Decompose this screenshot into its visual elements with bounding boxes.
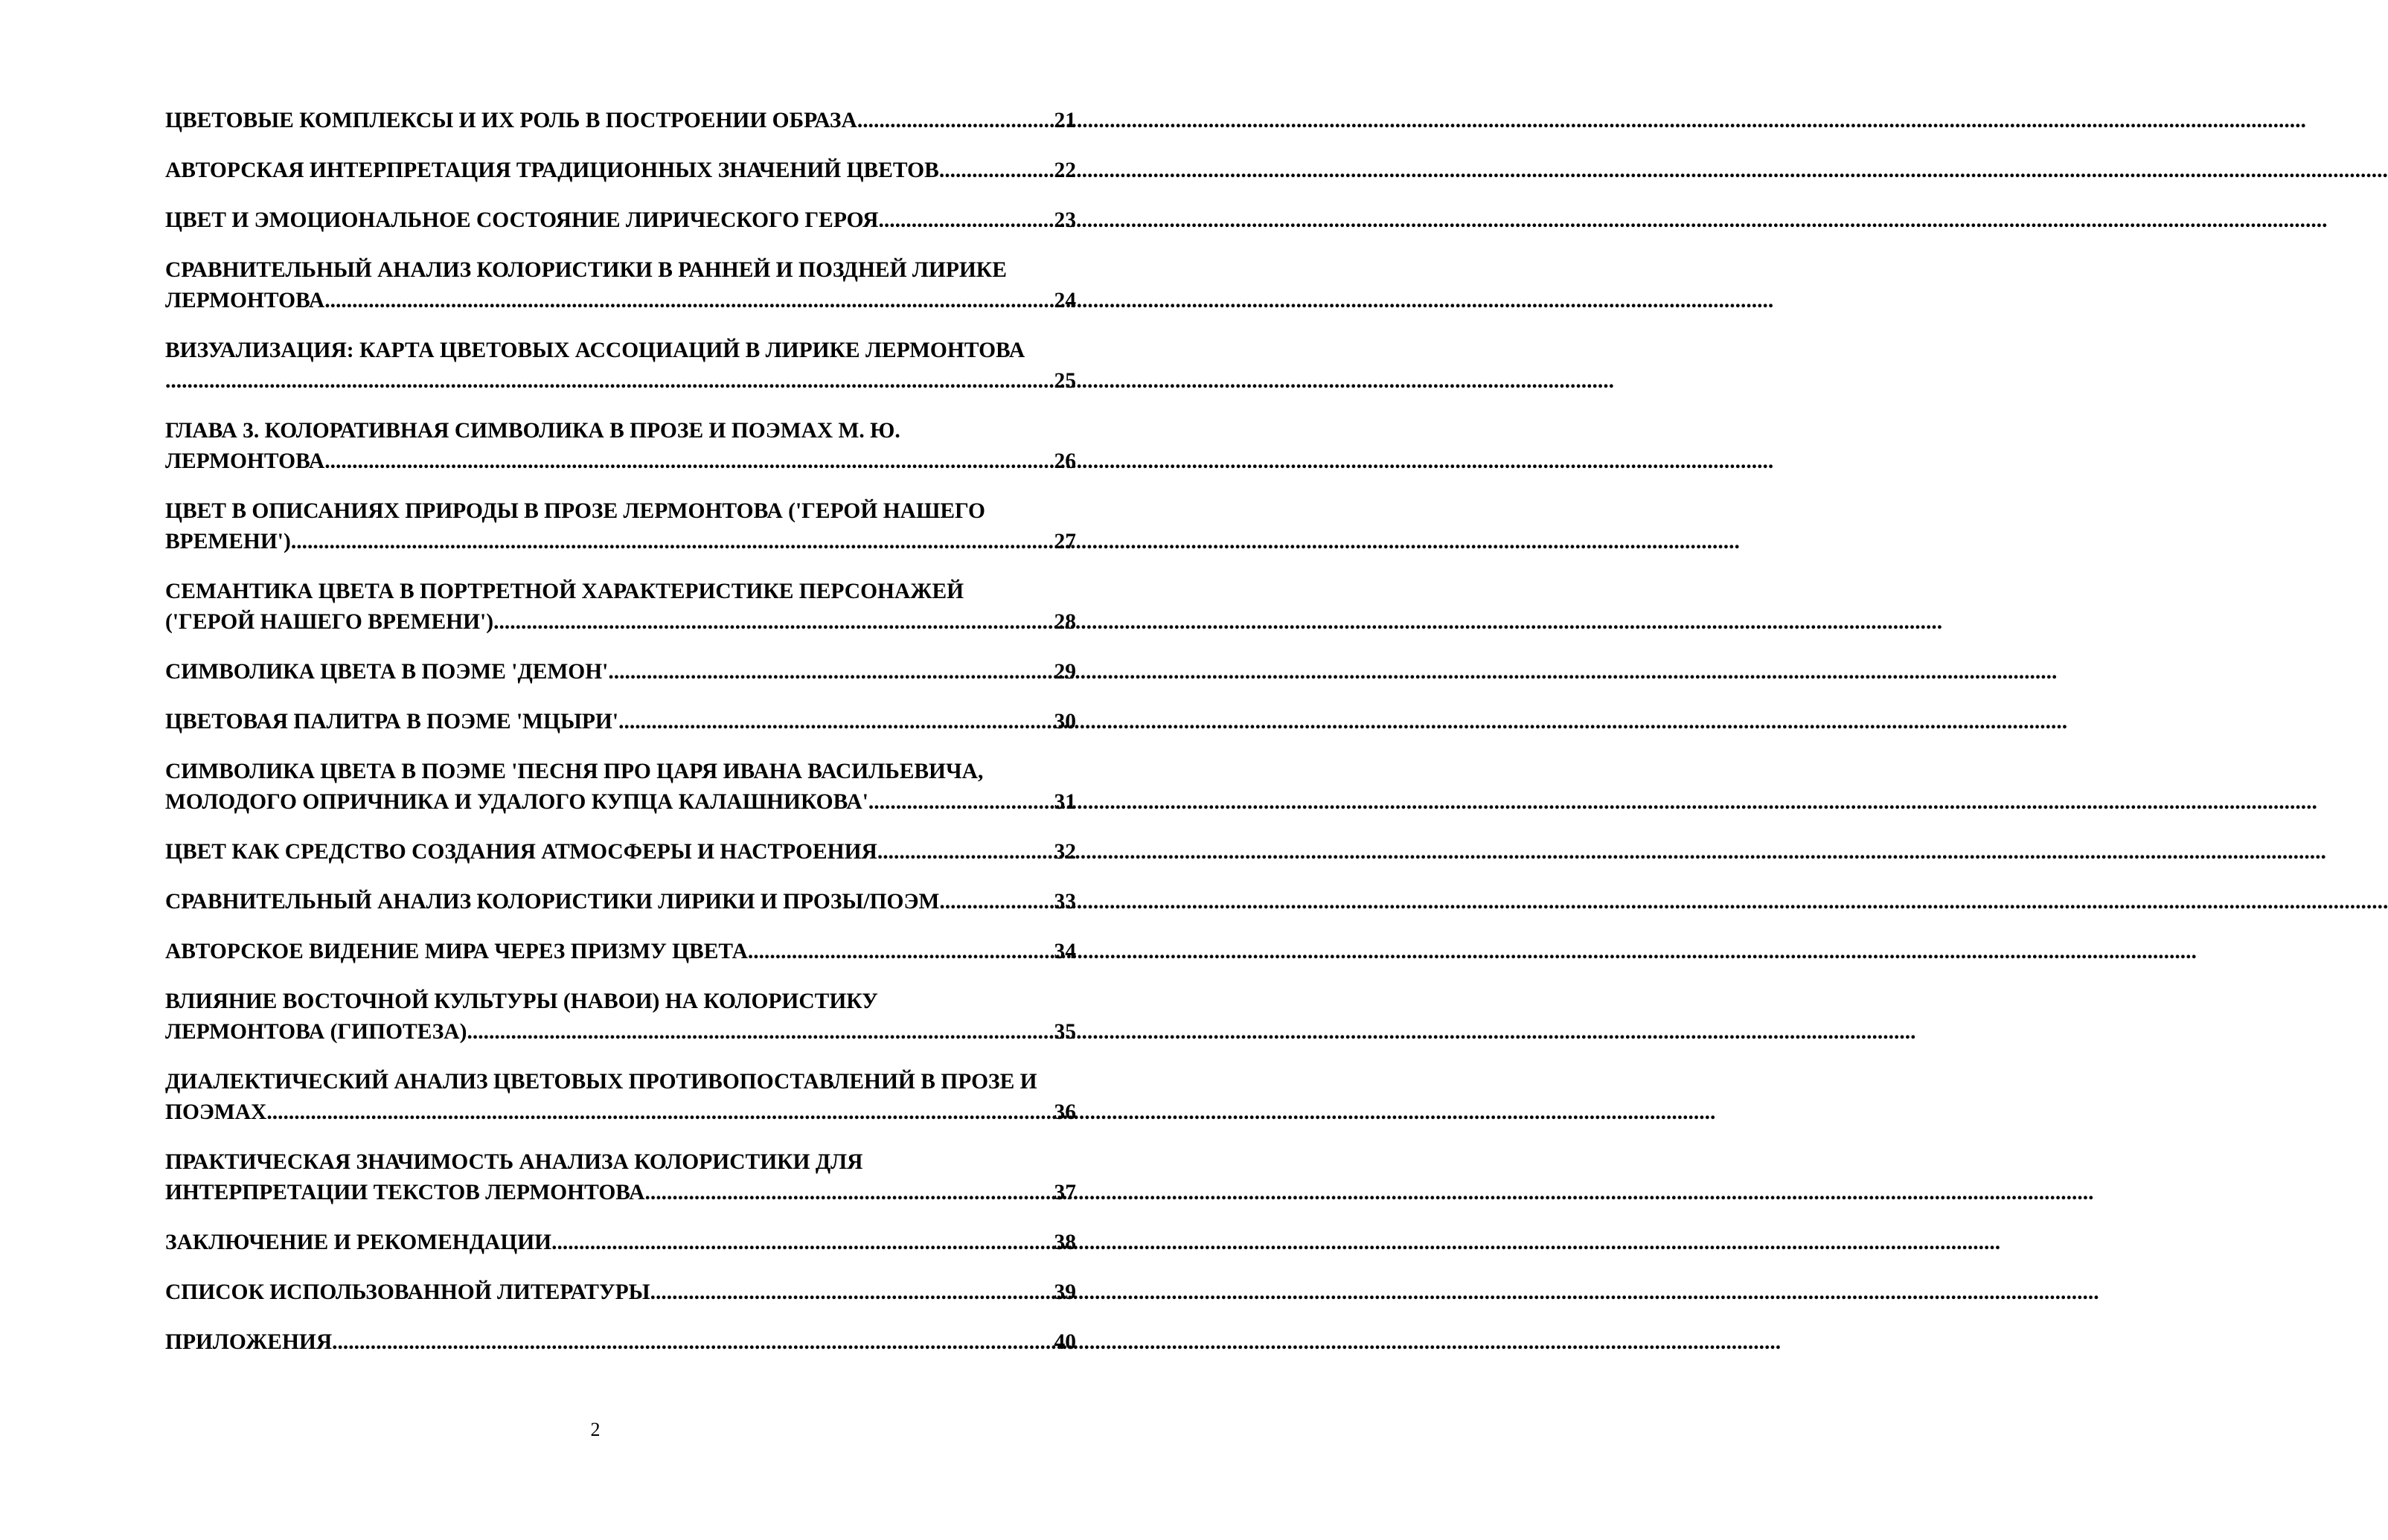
toc-entry[interactable] bbox=[165, 106, 1076, 136]
toc-entry-last-line bbox=[165, 1097, 1076, 1128]
toc-entry-title: ЦВЕТ КАК СРЕДСТВО СОЗДАНИЯ АТМОСФЕРЫ И НАСТРОЕНИЯ bbox=[165, 840, 877, 864]
toc-entry[interactable] bbox=[165, 837, 1076, 867]
toc-dot-leader bbox=[266, 1097, 1052, 1128]
toc-entry-last-line bbox=[165, 887, 1076, 917]
toc-entry-last-line bbox=[165, 937, 1076, 967]
toc-dot-leader bbox=[467, 1017, 1052, 1047]
toc-entry[interactable] bbox=[165, 657, 1076, 687]
toc-dot-leader bbox=[324, 286, 1052, 316]
toc-entry-page: 35 bbox=[1054, 1020, 1076, 1044]
toc-entry[interactable] bbox=[165, 986, 1076, 1047]
toc-entry-title: ВЛИЯНИЕ ВОСТОЧНОЙ КУЛЬТУРЫ (НАВОИ) НА КОЛОРИСТИКУ bbox=[165, 989, 878, 1013]
toc-entry[interactable] bbox=[165, 155, 1076, 186]
table-of-contents bbox=[165, 106, 1076, 1377]
toc-entry-page: 38 bbox=[1054, 1231, 1076, 1254]
toc-entry-last-line bbox=[165, 707, 1076, 737]
toc-entry-page: 37 bbox=[1054, 1181, 1076, 1204]
toc-entry-line bbox=[165, 336, 1076, 366]
toc-dot-leader bbox=[618, 707, 1052, 737]
toc-dot-leader bbox=[939, 887, 1052, 917]
toc-entry-last-line bbox=[165, 1228, 1076, 1258]
toc-entry-title: ЦВЕТ И ЭМОЦИОНАЛЬНОЕ СОСТОЯНИЕ ЛИРИЧЕСКОГО ГЕРОЯ bbox=[165, 208, 879, 232]
toc-entry-title: МОЛОДОГО ОПРИЧНИКА И УДАЛОГО КУПЦА КАЛАШНИКОВА' bbox=[165, 790, 868, 814]
page-number: 2 bbox=[590, 1419, 601, 1440]
toc-entry-page: 23 bbox=[1054, 208, 1076, 232]
toc-entry-page: 21 bbox=[1054, 109, 1076, 132]
toc-entry-title: СИМВОЛИКА ЦВЕТА В ПОЭМЕ 'ПЕСНЯ ПРО ЦАРЯ ИВАНА ВАСИЛЬЕВИЧА, bbox=[165, 760, 984, 783]
toc-dot-leader bbox=[551, 1228, 1052, 1258]
toc-entry[interactable] bbox=[165, 577, 1076, 638]
toc-dot-leader bbox=[878, 205, 1052, 236]
toc-entry-title: АВТОРСКОЕ ВИДЕНИЕ МИРА ЧЕРЕЗ ПРИЗМУ ЦВЕТА bbox=[165, 940, 748, 963]
toc-entry-title: ВРЕМЕНИ') bbox=[165, 530, 291, 554]
toc-entry-last-line bbox=[165, 1178, 1076, 1208]
toc-entry-page: 27 bbox=[1054, 530, 1076, 554]
toc-entry-line bbox=[165, 757, 1076, 787]
toc-entry[interactable] bbox=[165, 937, 1076, 967]
toc-entry-page: 30 bbox=[1054, 710, 1076, 734]
toc-entry-title: ЗАКЛЮЧЕНИЕ И РЕКОМЕНДАЦИИ bbox=[165, 1231, 552, 1254]
toc-entry-line bbox=[165, 255, 1076, 286]
toc-entry-page: 34 bbox=[1054, 940, 1076, 963]
toc-entry-title: ('ГЕРОЙ НАШЕГО ВРЕМЕНИ') bbox=[165, 610, 494, 634]
toc-entry-line bbox=[165, 1147, 1076, 1178]
toc-entry-page: 28 bbox=[1054, 610, 1076, 634]
toc-entry-last-line bbox=[165, 787, 1076, 818]
toc-entry-last-line bbox=[165, 657, 1076, 687]
toc-entry[interactable] bbox=[165, 205, 1076, 236]
toc-entry-last-line bbox=[165, 286, 1076, 316]
toc-entry[interactable] bbox=[165, 336, 1076, 397]
toc-entry-last-line bbox=[165, 1327, 1076, 1358]
toc-entry[interactable] bbox=[165, 1277, 1076, 1308]
toc-entry-title: ВИЗУАЛИЗАЦИЯ: КАРТА ЦВЕТОВЫХ АССОЦИАЦИЙ В ЛИРИКЕ ЛЕРМОНТОВА bbox=[165, 339, 1025, 362]
toc-entry-page: 26 bbox=[1054, 449, 1076, 473]
toc-entry-last-line bbox=[165, 837, 1076, 867]
toc-dot-leader bbox=[748, 937, 1053, 967]
toc-entry-title: ЛЕРМОНТОВА (ГИПОТЕЗА) bbox=[165, 1020, 467, 1044]
toc-entry-title: ПОЭМАХ bbox=[165, 1100, 267, 1124]
toc-entry-last-line bbox=[165, 527, 1076, 557]
toc-entry-page: 24 bbox=[1054, 289, 1076, 312]
toc-entry-page: 32 bbox=[1054, 840, 1076, 864]
toc-entry-last-line bbox=[165, 205, 1076, 236]
toc-entry-title: АВТОРСКАЯ ИНТЕРПРЕТАЦИЯ ТРАДИЦИОННЫХ ЗНАЧЕНИЙ ЦВЕТОВ bbox=[165, 158, 939, 182]
toc-entry-title: СИМВОЛИКА ЦВЕТА В ПОЭМЕ 'ДЕМОН' bbox=[165, 660, 609, 684]
toc-entry-last-line bbox=[165, 1277, 1076, 1308]
toc-entry-title: СРАВНИТЕЛЬНЫЙ АНАЛИЗ КОЛОРИСТИКИ В РАННЕЙ И ПОЗДНЕЙ ЛИРИКЕ bbox=[165, 258, 1007, 282]
toc-entry-line bbox=[165, 496, 1076, 527]
toc-entry[interactable] bbox=[165, 496, 1076, 557]
toc-dot-leader bbox=[608, 657, 1052, 687]
toc-entry-title: СПИСОК ИСПОЛЬЗОВАННОЙ ЛИТЕРАТУРЫ bbox=[165, 1280, 650, 1304]
toc-entry-page: 31 bbox=[1054, 790, 1076, 814]
toc-entry-line bbox=[165, 986, 1076, 1017]
toc-entry[interactable] bbox=[165, 757, 1076, 818]
toc-entry-last-line bbox=[165, 366, 1076, 397]
toc-entry-title: ПРАКТИЧЕСКАЯ ЗНАЧИМОСТЬ АНАЛИЗА КОЛОРИСТИКИ ДЛЯ bbox=[165, 1150, 863, 1174]
toc-entry[interactable] bbox=[165, 887, 1076, 917]
toc-entry-page: 36 bbox=[1054, 1100, 1076, 1124]
toc-entry-page: 39 bbox=[1054, 1280, 1076, 1304]
toc-dot-leader bbox=[877, 837, 1053, 867]
toc-entry-title: ЦВЕТОВЫЕ КОМПЛЕКСЫ И ИХ РОЛЬ В ПОСТРОЕНИИ ОБРАЗА bbox=[165, 109, 857, 132]
toc-entry-page: 25 bbox=[1054, 369, 1076, 393]
toc-entry-title: ПРИЛОЖЕНИЯ bbox=[165, 1330, 333, 1354]
toc-entry[interactable] bbox=[165, 1147, 1076, 1208]
toc-entry-line bbox=[165, 577, 1076, 607]
toc-entry-title: ЦВЕТ В ОПИСАНИЯХ ПРИРОДЫ В ПРОЗЕ ЛЕРМОНТОВА ('ГЕРОЙ НАШЕГО bbox=[165, 499, 986, 523]
toc-entry[interactable] bbox=[165, 1067, 1076, 1128]
toc-entry-title: ГЛАВА 3. КОЛОРАТИВНАЯ СИМВОЛИКА В ПРОЗЕ И ПОЭМАХ М. Ю. bbox=[165, 419, 900, 443]
toc-entry-title: ДИАЛЕКТИЧЕСКИЙ АНАЛИЗ ЦВЕТОВЫХ ПРОТИВОПОСТАВЛЕНИЙ В ПРОЗЕ И bbox=[165, 1070, 1037, 1094]
toc-entry-page: 29 bbox=[1054, 660, 1076, 684]
toc-entry-title: ЛЕРМОНТОВА bbox=[165, 449, 325, 473]
toc-entry-last-line bbox=[165, 446, 1076, 477]
toc-entry-last-line bbox=[165, 106, 1076, 136]
toc-entry-last-line bbox=[165, 607, 1076, 638]
toc-entry-title: ЦВЕТОВАЯ ПАЛИТРА В ПОЭМЕ 'МЦЫРИ' bbox=[165, 710, 619, 734]
toc-entry-title: ИНТЕРПРЕТАЦИИ ТЕКСТОВ ЛЕРМОНТОВА bbox=[165, 1181, 645, 1204]
toc-entry-line bbox=[165, 416, 1076, 446]
toc-entry-last-line bbox=[165, 1017, 1076, 1047]
toc-entry-title: СЕМАНТИКА ЦВЕТА В ПОРТРЕТНОЙ ХАРАКТЕРИСТИКЕ ПЕРСОНАЖЕЙ bbox=[165, 580, 964, 603]
toc-entry-page: 40 bbox=[1054, 1330, 1076, 1354]
toc-dot-leader bbox=[644, 1178, 1052, 1208]
toc-dot-leader bbox=[939, 155, 1053, 186]
toc-dot-leader bbox=[165, 366, 1053, 397]
toc-entry-page: 33 bbox=[1054, 890, 1076, 914]
toc-entry-page: 22 bbox=[1054, 158, 1076, 182]
toc-entry-line bbox=[165, 1067, 1076, 1097]
toc-entry-title: ЛЕРМОНТОВА bbox=[165, 289, 325, 312]
toc-entry[interactable] bbox=[165, 416, 1076, 477]
toc-dot-leader bbox=[868, 787, 1053, 818]
toc-entry[interactable] bbox=[165, 1228, 1076, 1258]
toc-entry-last-line bbox=[165, 155, 1076, 186]
toc-dot-leader bbox=[324, 446, 1052, 477]
toc-dot-leader bbox=[291, 527, 1053, 557]
toc-entry[interactable] bbox=[165, 1327, 1076, 1358]
toc-dot-leader bbox=[332, 1327, 1052, 1358]
toc-dot-leader bbox=[650, 1277, 1053, 1308]
toc-dot-leader bbox=[857, 106, 1053, 136]
toc-entry[interactable] bbox=[165, 255, 1076, 316]
toc-entry-title: СРАВНИТЕЛЬНЫЙ АНАЛИЗ КОЛОРИСТИКИ ЛИРИКИ И ПРОЗЫ/ПОЭМ bbox=[165, 890, 940, 914]
toc-entry[interactable] bbox=[165, 707, 1076, 737]
document-page bbox=[0, 0, 1191, 1540]
toc-dot-leader bbox=[493, 607, 1052, 638]
